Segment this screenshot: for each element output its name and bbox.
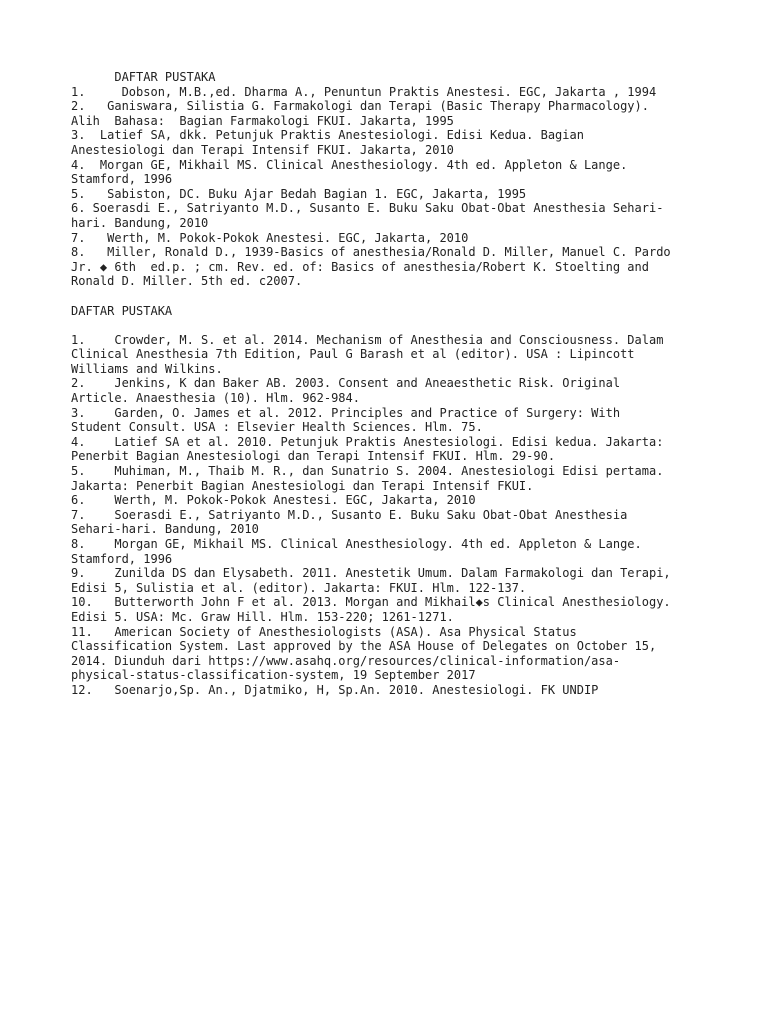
document-line: Anestesiologi dan Terapi Intensif FKUI. Jakarta, 2010 — [71, 142, 454, 157]
document-line: 3. Latief SA, dkk. Petunjuk Praktis Anestesiologi. Edisi Kedua. Bagian — [71, 128, 584, 143]
document-line: Sehari-hari. Bandung, 2010 — [71, 522, 259, 537]
document-line: Classification System. Last approved by the ASA House of Delegates on October 15, — [71, 639, 657, 654]
document-line: 1. Dobson, M.B.,ed. Dharma A., Penuntun Praktis Anestesi. EGC, Jakarta , 1994 — [71, 84, 657, 99]
document-line: 2014. Diunduh dari https://www.asahq.org/resources/clinical-information/asa- — [71, 653, 621, 668]
document-line: DAFTAR PUSTAKA — [71, 303, 173, 318]
document-line: Article. Anaesthesia (10). Hlm. 962-984. — [71, 391, 360, 406]
document-line — [71, 289, 711, 304]
document-line: Ronald D. Miller. 5th ed. c2007. — [71, 274, 303, 289]
document-line: Student Consult. USA : Elsevier Health Sciences. Hlm. 75. — [71, 420, 483, 435]
document-line: Penerbit Bagian Anestesiologi dan Terapi Intensif FKUI. Hlm. 29-90. — [71, 449, 556, 464]
document-line: 8. Miller, Ronald D., 1939-Basics of anesthesia/Ronald D. Miller, Manuel C. Pardo — [71, 245, 671, 260]
document-line: hari. Bandung, 2010 — [71, 215, 209, 230]
document-line: 1. Crowder, M. S. et al. 2014. Mechanism of Anesthesia and Consciousness. Dalam — [71, 332, 664, 347]
document-line: 4. Latief SA et al. 2010. Petunjuk Praktis Anestesiologi. Edisi kedua. Jakarta: — [71, 434, 664, 449]
document-line: 11. American Society of Anesthesiologists (ASA). Asa Physical Status — [71, 624, 577, 639]
document-line: 2. Jenkins, K dan Baker AB. 2003. Consent and Aneaesthetic Risk. Original — [71, 376, 621, 391]
document-line: Stamford, 1996 — [71, 172, 173, 187]
document-line — [71, 318, 711, 333]
document-line: 2. Ganiswara, Silistia G. Farmakologi dan Terapi (Basic Therapy Pharmacology). — [71, 99, 649, 114]
document-line: Jakarta: Penerbit Bagian Anestesiologi dan Terapi Intensif FKUI. — [71, 478, 534, 493]
document-line: 4. Morgan GE, Mikhail MS. Clinical Anesthesiology. 4th ed. Appleton & Lange. — [71, 157, 628, 172]
document-line: Jr. ◆ 6th ed.p. ; cm. Rev. ed. of: Basics of anesthesia/Robert K. Stoelting and — [71, 259, 649, 274]
document-line: physical-status-classification-system, 19 September 2017 — [71, 668, 476, 683]
document-line: Edisi 5, Sulistia et al. (editor). Jakarta: FKUI. Hlm. 122-137. — [71, 580, 527, 595]
document-line: Clinical Anesthesia 7th Edition, Paul G Barash et al (editor). USA : Lipincott — [71, 347, 635, 362]
document-line: 12. Soenarjo,Sp. An., Djatmiko, H, Sp.An. 2010. Anestesiologi. FK UNDIP — [71, 682, 599, 697]
document-line: 3. Garden, O. James et al. 2012. Principles and Practice of Surgery: With — [71, 405, 621, 420]
document-page — [71, 70, 711, 698]
document-line: 6. Soerasdi E., Satriyanto M.D., Susanto E. Buku Saku Obat-Obat Anesthesia Sehari- — [71, 201, 664, 216]
document-line: 5. Muhiman, M., Thaib M. R., dan Sunatrio S. 2004. Anestesiologi Edisi pertama. — [71, 464, 664, 479]
document-line: 10. Butterworth John F et al. 2013. Morgan and Mikhail◆s Clinical Anesthesiology. — [71, 595, 671, 610]
document-line: 7. Soerasdi E., Satriyanto M.D., Susanto E. Buku Saku Obat-Obat Anesthesia — [71, 507, 628, 522]
document-line: Williams and Wilkins. — [71, 361, 223, 376]
document-line: 5. Sabiston, DC. Buku Ajar Bedah Bagian 1. EGC, Jakarta, 1995 — [71, 186, 527, 201]
document-line: 8. Morgan GE, Mikhail MS. Clinical Anesthesiology. 4th ed. Appleton & Lange. — [71, 537, 642, 551]
document-line: DAFTAR PUSTAKA — [71, 70, 216, 84]
document-line: Edisi 5. USA: Mc. Graw Hill. Hlm. 153-220; 1261-1271. — [71, 609, 454, 624]
document-line: Alih Bahasa: Bagian Farmakologi FKUI. Jakarta, 1995 — [71, 113, 454, 128]
document-line: 7. Werth, M. Pokok-Pokok Anestesi. EGC, Jakarta, 2010 — [71, 230, 469, 245]
document-line: 9. Zunilda DS dan Elysabeth. 2011. Anestetik Umum. Dalam Farmakologi dan Terapi, — [71, 566, 671, 581]
document-line: Stamford, 1996 — [71, 551, 173, 566]
document-line: 6. Werth, M. Pokok-Pokok Anestesi. EGC, Jakarta, 2010 — [71, 493, 476, 508]
